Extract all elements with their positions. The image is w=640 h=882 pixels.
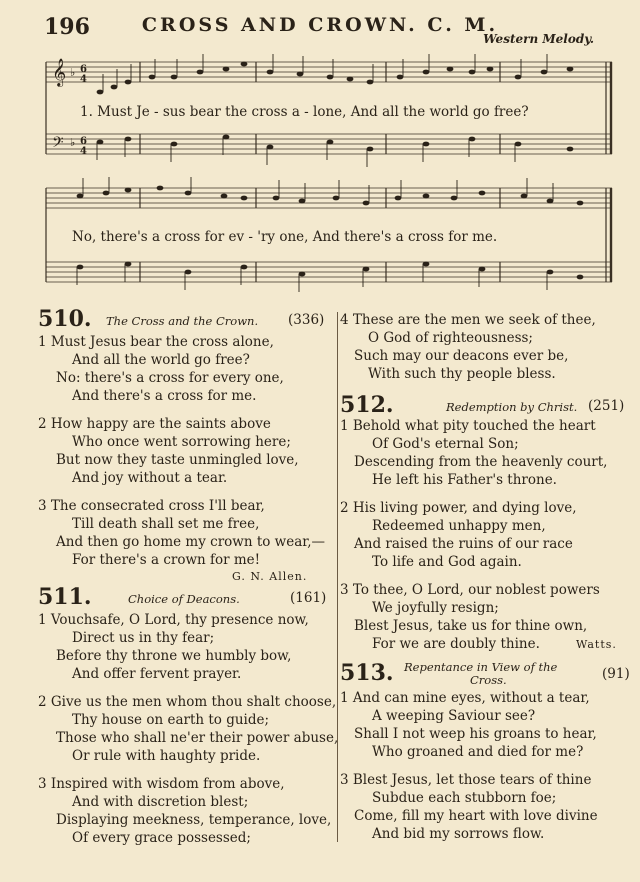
verse-line: And all the world go free?: [72, 352, 250, 368]
verse-line: A weeping Saviour see?: [372, 708, 536, 724]
verse-line: Thy house on earth to guide;: [72, 712, 270, 728]
verse-line: Subdue each stubborn foe;: [372, 790, 557, 806]
verse-line: But now they taste unmingled love,: [56, 452, 299, 468]
hymn-number-511: 511.: [38, 584, 92, 610]
verse-line: Shall I not weep his groans to hear,: [354, 726, 597, 742]
verse-line: Those who shall ne'er their power abuse,: [56, 730, 339, 746]
verse-line: Of every grace possessed;: [72, 830, 251, 846]
svg-text:4: 4: [80, 74, 87, 85]
tune-name: Western Melody.: [483, 32, 594, 46]
lyric-line-1: 1. Must Je - sus bear the cross a - lone, And all the world go free?: [80, 104, 529, 120]
verse-line: With such thy people bless.: [368, 366, 556, 382]
svg-text:♭: ♭: [70, 66, 76, 79]
hymn-ref-510: (336): [288, 312, 325, 328]
hymn-number-512: 512.: [340, 392, 394, 418]
hymn-title-513-line-1: Repentance in View of the: [404, 660, 558, 674]
verse-line: 2 His living power, and dying love,: [340, 500, 577, 516]
hymn-ref-511: (161): [290, 590, 327, 606]
hymn-author: Watts.: [576, 638, 617, 651]
hymn-ref-512: (251): [588, 398, 625, 414]
verse-line: And then go home my crown to wear,—: [56, 534, 326, 550]
verse-line: Redeemed unhappy men,: [372, 518, 546, 534]
verse-line: He left his Father's throne.: [372, 472, 557, 488]
hymn-title-513-line-2: Cross.: [470, 673, 507, 687]
verse-line: Displaying meekness, temperance, love,: [56, 812, 332, 828]
column-divider: [337, 312, 338, 842]
svg-text:𝄢: 𝄢: [52, 134, 64, 155]
verse-line: For we are doubly thine.: [372, 636, 540, 652]
verse-line: Who groaned and died for me?: [372, 744, 584, 760]
svg-text:4: 4: [80, 146, 87, 157]
verse-line: And raised the ruins of our race: [354, 536, 573, 552]
verse-line: 1 And can mine eyes, without a tear,: [340, 690, 590, 706]
page-number: 196: [44, 14, 90, 40]
verse-line: 3 Inspired with wisdom from above,: [38, 776, 285, 792]
hymn-title-511: Choice of Deacons.: [128, 592, 240, 606]
verse-line: 3 Blest Jesus, let those tears of thine: [340, 772, 592, 788]
verse-line: Such may our deacons ever be,: [354, 348, 569, 364]
hymn-title-510: The Cross and the Crown.: [106, 314, 259, 328]
verse-line: Blest Jesus, take us for thine own,: [354, 618, 588, 634]
page-title: CROSS AND CROWN. C. M.: [141, 14, 499, 36]
verse-line: For there's a crown for me!: [72, 552, 261, 568]
svg-text:♭: ♭: [70, 136, 76, 149]
lyric-line-2: No, there's a cross for ev - 'ry one, And there's a cross for me.: [72, 229, 498, 245]
verse-line: Till death shall set me free,: [72, 516, 260, 532]
svg-text:6: 6: [80, 136, 87, 147]
verse-line: 3 To thee, O Lord, our noblest powers: [340, 582, 600, 598]
verse-line: O God of righteousness;: [368, 330, 533, 346]
verse-line: Who once went sorrowing here;: [72, 434, 291, 450]
hymn-title-512: Redemption by Christ.: [446, 400, 578, 414]
verse-line: 1 Vouchsafe, O Lord, thy presence now,: [38, 612, 309, 628]
svg-text:𝄞: 𝄞: [52, 58, 67, 86]
verse-line: Descending from the heavenly court,: [354, 454, 608, 470]
verse-line: 3 The consecrated cross I'll bear,: [38, 498, 265, 514]
verse-line: And bid my sorrows flow.: [372, 826, 545, 842]
hymn-number-513: 513.: [340, 660, 394, 686]
verse-line: And joy without a tear.: [72, 470, 228, 486]
hymn-ref-513: (91): [602, 666, 630, 682]
verse-line: No: there's a cross for every one,: [56, 370, 284, 386]
verse-line: Before thy throne we humbly bow,: [56, 648, 292, 664]
verse-line: Direct us in thy fear;: [72, 630, 215, 646]
verse-line: 2 Give us the men whom thou shalt choose,: [38, 694, 337, 710]
verse-line: And offer fervent prayer.: [72, 666, 242, 682]
verse-line: We joyfully resign;: [372, 600, 499, 616]
verse-line: 1 Must Jesus bear the cross alone,: [38, 334, 274, 350]
svg-text:6: 6: [80, 64, 87, 75]
verse-line: To life and God again.: [372, 554, 522, 570]
verse-line: And there's a cross for me.: [72, 388, 257, 404]
verse-line: 4 These are the men we seek of thee,: [340, 312, 596, 328]
verse-line: And with discretion blest;: [72, 794, 249, 810]
verse-line: 2 How happy are the saints above: [38, 416, 271, 432]
verse-line: 1 Behold what pity touched the heart: [340, 418, 596, 434]
verse-line: Of God's eternal Son;: [372, 436, 519, 452]
verse-line: Come, fill my heart with love divine: [354, 808, 598, 824]
hymn-author: G. N. Allen.: [232, 570, 308, 583]
hymn-number-510: 510.: [38, 306, 92, 332]
verse-line: Or rule with haughty pride.: [72, 748, 261, 764]
